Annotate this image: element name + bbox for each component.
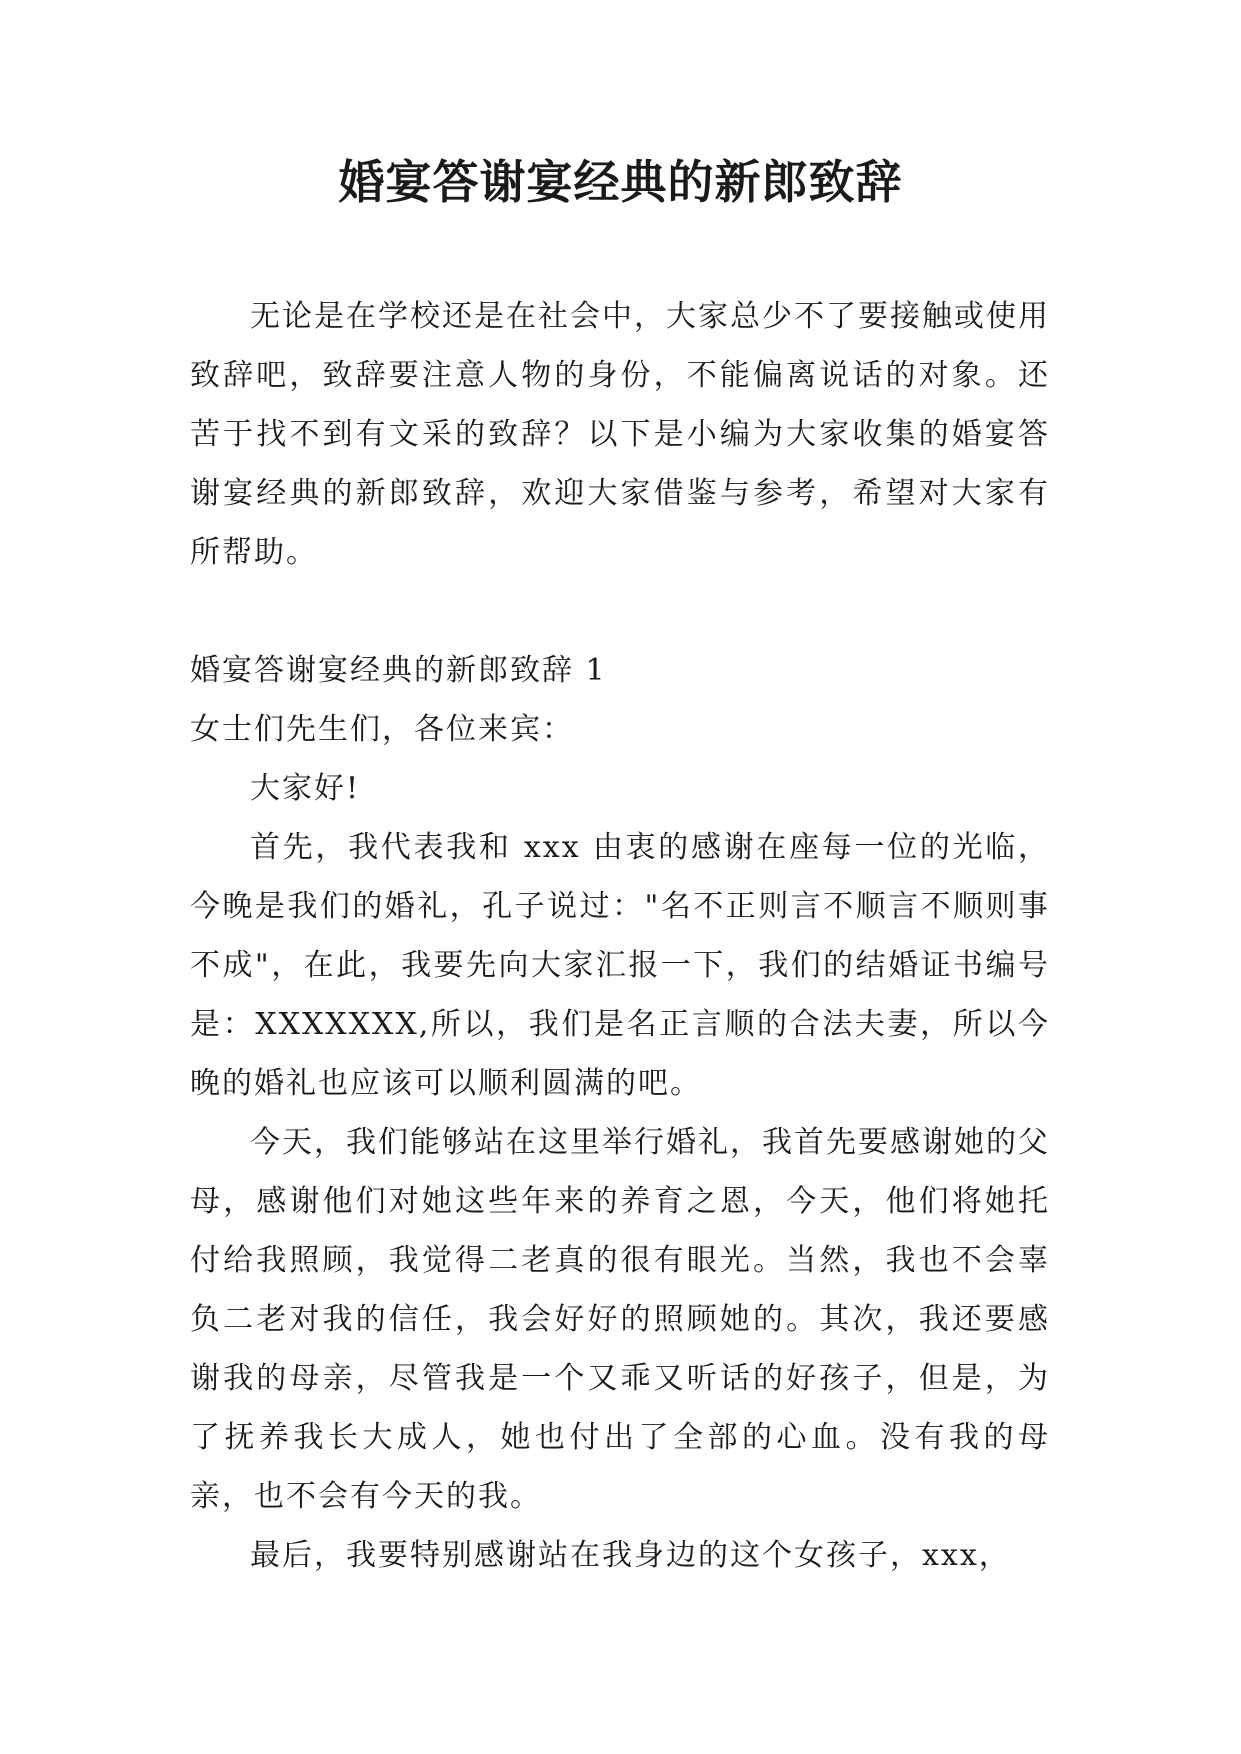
body-paragraph-3: 最后，我要特别感谢站在我身边的这个女孩子，xxx， [250,1538,1011,1573]
greeting: 大家好! [250,771,361,806]
section-heading: 婚宴答谢宴经典的新郎致辞 1 [190,653,607,688]
salutation: 女士们先生们，各位来宾： [190,712,574,747]
document-body [190,287,1050,1585]
intro-paragraph: 无论是在学校还是在社会中，大家总少不了要接触或使用致辞吧，致辞要注意人物的身份，不能偏离说话的对象。还苦于找不到有文采的致辞？以下是小编为大家收集的婚宴答谢宴经典的新郎致辞，欢迎大家借鉴与参考，希望对大家有所帮助。 [190,299,1050,570]
body-paragraph-2: 今天，我们能够站在这里举行婚礼，我首先要感谢她的父母，感谢他们对她这些年来的养育之恩，今天，他们将她托付给我照顾，我觉得二老真的很有眼光。当然，我也不会辜负二老对我的信任，我会好好的照顾她的。其次，我还要感谢我的母亲，尽管我是一个又乖又听话的好孩子，但是，为了抚养我长大成人，她也付出了全部的心血。没有我的母亲，也不会有今天的我。 [190,1125,1050,1514]
document-title: 婚宴答谢宴经典的新郎致辞 [338,155,903,209]
body-paragraph-1: 首先，我代表我和 xxx 由衷的感谢在座每一位的光临，今晚是我们的婚礼，孔子说过："名不正则言不顺言不顺则事不成"，在此，我要先向大家汇报一下，我们的结婚证书编号是：XXXXXXX,所以，我们是名正言顺的合法夫妻，所以今晚的婚礼也应该可以顺利圆满的吧。 [190,830,1050,1101]
